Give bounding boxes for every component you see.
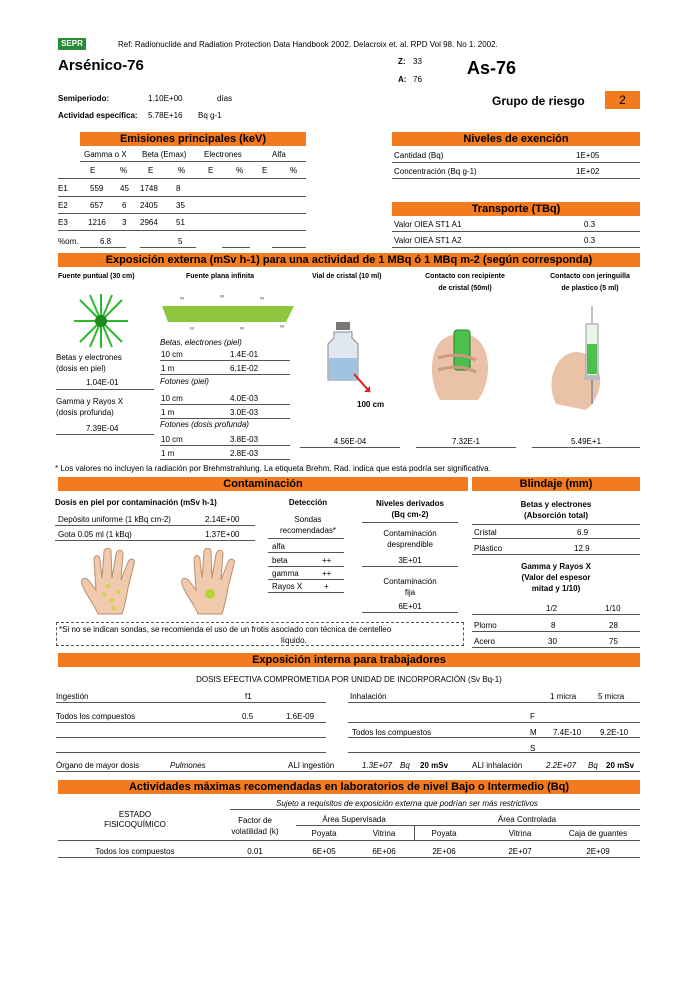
micron5-label: 5 micra [598, 692, 625, 701]
lab-activities-title: Actividades máximas recomendadas en laboratorios de nivel Bajo o Intermedio (Bq) [58, 780, 640, 794]
activity-unit: Bq g-1 [198, 111, 222, 120]
removable-value: 3E+01 [398, 556, 422, 565]
deposit-label: Depósito uniforme (1 kBq cm-2) [58, 515, 171, 524]
class-s: S [530, 744, 536, 753]
shield-lead-label: Plomo [474, 621, 497, 630]
lab-row-factor: 0.01 [247, 847, 263, 856]
plane-d-10-value: 3.8E-03 [230, 435, 259, 444]
plane-b-10: 10 cm [161, 350, 183, 359]
shield-gamma-title: Gamma y Rayos X (Valor del espesor mitad y 1/10) [521, 562, 591, 593]
fixed-value: 6E+01 [398, 602, 422, 611]
deposit-value: 2.14E+00 [205, 515, 240, 524]
transport-a1-value: 0.3 [584, 220, 596, 229]
ali-inh-value: 2.2E+07 [546, 761, 577, 770]
svg-text:∞: ∞ [180, 296, 185, 302]
fixed-label: Contaminación fija [383, 577, 437, 597]
half-life-unit: días [217, 94, 233, 103]
hand-uniform-icon [80, 548, 150, 616]
class-f: F [530, 712, 535, 721]
probe-beta: beta ++ [272, 556, 332, 565]
plane-betas-title: Betas, electrones (piel) [160, 338, 242, 347]
lab-row-sup-vitrina: 6E+06 [372, 847, 396, 856]
nuclide-symbol: As-76 [467, 58, 517, 78]
z-label: Z: [398, 57, 406, 66]
transport-a2-label: Valor OIEA ST1 A2 [394, 236, 462, 245]
plane-b-1m: 1 m [161, 364, 175, 373]
organ-value: Pulmones [170, 761, 206, 770]
lab-row-ctl-gloves: 2E+09 [586, 847, 610, 856]
exemption-conc-label: Concentración (Bq g-1) [394, 167, 477, 176]
plane-deep-title: Fotones (dosis profunda) [160, 420, 249, 429]
plane-p-1m: 1 m [161, 408, 175, 417]
internal-subtitle: DOSIS EFECTIVA COMPROMETIDA POR UNIDAD DE INCORPORACIÓN (Sv Bq-1) [196, 675, 502, 684]
ali-ing-unit: Bq [400, 761, 410, 770]
class-m: M [530, 728, 537, 737]
activity-label: Actividad específica: [58, 111, 138, 120]
plane-p-1m-value: 3.0E-03 [230, 408, 259, 417]
micron1-label: 1 micra [550, 692, 577, 701]
organ-label: Órgano de mayor dosis [56, 761, 140, 770]
lab-row-sup-poyata: 6E+05 [312, 847, 336, 856]
col-gamma: Gamma o X [84, 150, 127, 159]
drop-label: Gota 0.05 ml (1 kBq) [58, 530, 132, 539]
probe-alfa: alfa [272, 542, 285, 551]
emissions-title: Emisiones principales (keV) [80, 132, 306, 146]
z-value: 33 [413, 57, 422, 66]
inh-m-5: 9.2E-10 [600, 728, 629, 737]
drop-value: 1.37E+00 [205, 530, 240, 539]
shield-glass-value: 6.9 [577, 528, 589, 537]
lab-row-label: Todos los compuestos [95, 847, 175, 856]
plane-d-1m-value: 2.8E-03 [230, 449, 259, 458]
ali-inh-label: ALI inhalación [472, 761, 523, 770]
lab-row-ctl-vitrina: 2E+07 [508, 847, 532, 856]
svg-text:∞: ∞ [190, 326, 195, 332]
plane-p-10: 10 cm [161, 394, 183, 403]
ingestion-label: Ingestión [56, 692, 89, 701]
col-electrons: Electrones [204, 150, 242, 159]
plane-source-header: Fuente plana infinita [186, 273, 255, 280]
activity-value: 5.78E+16 [148, 111, 183, 120]
shield-lead-half: 8 [551, 621, 556, 630]
svg-text:∞: ∞ [280, 324, 285, 330]
probe-gamma: gamma ++ [272, 569, 332, 578]
syringe-hand-icon [546, 304, 630, 414]
skin-dose-title: Dosis en piel por contaminación (mSv h-1) [55, 498, 217, 507]
container-value: 7.32E-1 [451, 437, 481, 446]
lab-col-poyata: Poyata [311, 829, 337, 838]
exemption-qty-value: 1E+05 [576, 151, 600, 160]
lab-controlled-header: Área Controlada [497, 815, 557, 824]
lab-state-header: ESTADO FISICOQUÍMICO [104, 810, 166, 829]
detection-sub: Sondas recomendadas* [279, 515, 337, 535]
shield-glass-label: Cristal [474, 528, 497, 537]
vial-icon [326, 322, 386, 402]
betas-point-value: 1.04E-01 [86, 378, 119, 387]
inh-m-1: 7.4E-10 [553, 728, 582, 737]
ing-f1-value: 0.5 [242, 712, 254, 721]
syringe-value: 5.49E+1 [570, 437, 602, 446]
external-exposure-title: Exposición externa (mSv h-1) para una actividad de 1 MBq ó 1 MBq m-2 (según corresponda) [58, 253, 640, 267]
svg-text:∞: ∞ [220, 294, 225, 300]
ali-ing-label: ALI ingestión [288, 761, 335, 770]
shield-plastic-label: Plástico [474, 544, 503, 553]
probe-xray: Rayos X + [272, 582, 329, 591]
col-alpha: Alfa [272, 150, 286, 159]
lab-subject-note: Sujeto a requisitos de exposición externa que podrían ser más restrictivos [276, 799, 538, 808]
plane-d-10: 10 cm [161, 435, 183, 444]
exemption-qty-label: Cantidad (Bq) [394, 151, 444, 160]
shield-beta-title: Betas y electrones (Absorción total) [520, 500, 592, 520]
derived-levels-title: Niveles derivados (Bq cm-2) [375, 499, 445, 519]
shield-steel-label: Acero [474, 637, 495, 646]
internal-exposure-title: Exposición interna para trabajadores [58, 653, 640, 667]
shield-steel-half: 30 [548, 637, 557, 646]
nuclide-name: Arsénico-76 [58, 57, 144, 74]
contamination-title: Contaminación [58, 477, 468, 491]
ali-inh-msv: 20 mSv [606, 761, 635, 770]
removable-label: Contaminación desprendible [383, 529, 437, 549]
shield-plastic-value: 12.9 [574, 544, 590, 553]
vial-header: Vial de cristal (10 ml) [312, 273, 382, 280]
svg-text:∞: ∞ [240, 326, 245, 332]
half-life-value: 1.10E+00 [148, 94, 183, 103]
container-header: Contacto con recipiente de cristal (50ml) [425, 273, 505, 292]
lab-row-ctl-poyata: 2E+06 [432, 847, 456, 856]
transport-title: Transporte (TBq) [392, 202, 640, 216]
lab-col-poyata2: Poyata [431, 829, 457, 838]
lab-col-gloves: Caja de guantes [568, 829, 628, 838]
vial-value: 4.56E-04 [333, 437, 367, 446]
a-label: A: [398, 75, 407, 84]
ali-ing-msv: 20 mSv [420, 761, 449, 770]
transport-a2-value: 0.3 [584, 236, 596, 245]
sepr-logo: SEPR [58, 38, 86, 50]
plane-photons-title: Fotones (piel) [160, 377, 209, 386]
half-life-label: Semiperiodo: [58, 94, 110, 103]
syringe-header: Contacto con jeringuilla de plastico (5 ml) [550, 273, 630, 292]
hand-drop-icon [180, 548, 250, 616]
lab-supervised-header: Área Supervisada [322, 815, 386, 824]
plane-p-10-value: 4.0E-03 [230, 394, 259, 403]
plane-b-10-value: 1.4E-01 [230, 350, 259, 359]
point-source-icon [66, 290, 136, 352]
shield-col-tenth: 1/10 [605, 604, 621, 613]
vial-distance: 100 cm [357, 400, 385, 409]
risk-group-label: Grupo de riesgo [492, 94, 585, 108]
plane-b-1m-value: 6.1E-02 [230, 364, 259, 373]
lab-col-vitrina2: Vitrina [508, 829, 532, 838]
brehm-note: * Los valores no incluyen la radiación por Brehmstrahlung. La etiqueta Brehm. Rad. indica que esta podría ser significativa. [55, 464, 491, 473]
ali-ing-value: 1.3E+07 [362, 761, 393, 770]
ali-inh-unit: Bq [588, 761, 598, 770]
a-value: 76 [413, 75, 422, 84]
exemption-conc-value: 1E+02 [576, 167, 600, 176]
detection-title: Detección [288, 498, 328, 507]
container-hand-icon [420, 310, 502, 410]
shielding-title: Blindaje (mm) [472, 477, 640, 491]
betas-label: Betas y electrones (dosis en piel) [56, 353, 122, 373]
risk-group-value: 2 [605, 91, 640, 109]
plane-d-1m: 1 m [161, 449, 175, 458]
lab-col-vitrina: Vitrina [372, 829, 396, 838]
ing-all-compounds: Todos los compuestos [56, 712, 136, 721]
transport-a1-label: Valor OIEA ST1 A1 [394, 220, 462, 229]
exemption-title: Niveles de exención [392, 132, 640, 146]
shield-steel-tenth: 75 [609, 637, 618, 646]
f1-label: f1 [245, 692, 252, 701]
col-beta: Beta (Emax) [142, 150, 187, 159]
inh-all-compounds: Todos los compuestos [352, 728, 432, 737]
shield-lead-tenth: 28 [609, 621, 618, 630]
gamma-label: Gamma y Rayos X (dosis profunda) [56, 397, 124, 417]
point-source-header: Fuente puntual (30 cm) [58, 273, 135, 280]
probe-note: *Si no se indican sondas, se recomienda el uso de un frotis asociado con técnica de centelleo líquido. [56, 622, 464, 646]
lab-factor-header: Factor de volatilidad (k) [231, 816, 279, 836]
ing-value: 1.6E-09 [286, 712, 315, 721]
inhalation-label: Inhalación [350, 692, 387, 701]
svg-text:∞: ∞ [260, 296, 265, 302]
plane-source-icon [160, 292, 300, 332]
gamma-point-value: 7.39E-04 [86, 424, 119, 433]
shield-col-half: 1/2 [546, 604, 558, 613]
reference-text: Ref: Radionuclide and Radiation Protection Data Handbook 2002. Delacroix et. al. RPD Vol 98. No 1. 2002. [118, 40, 498, 49]
